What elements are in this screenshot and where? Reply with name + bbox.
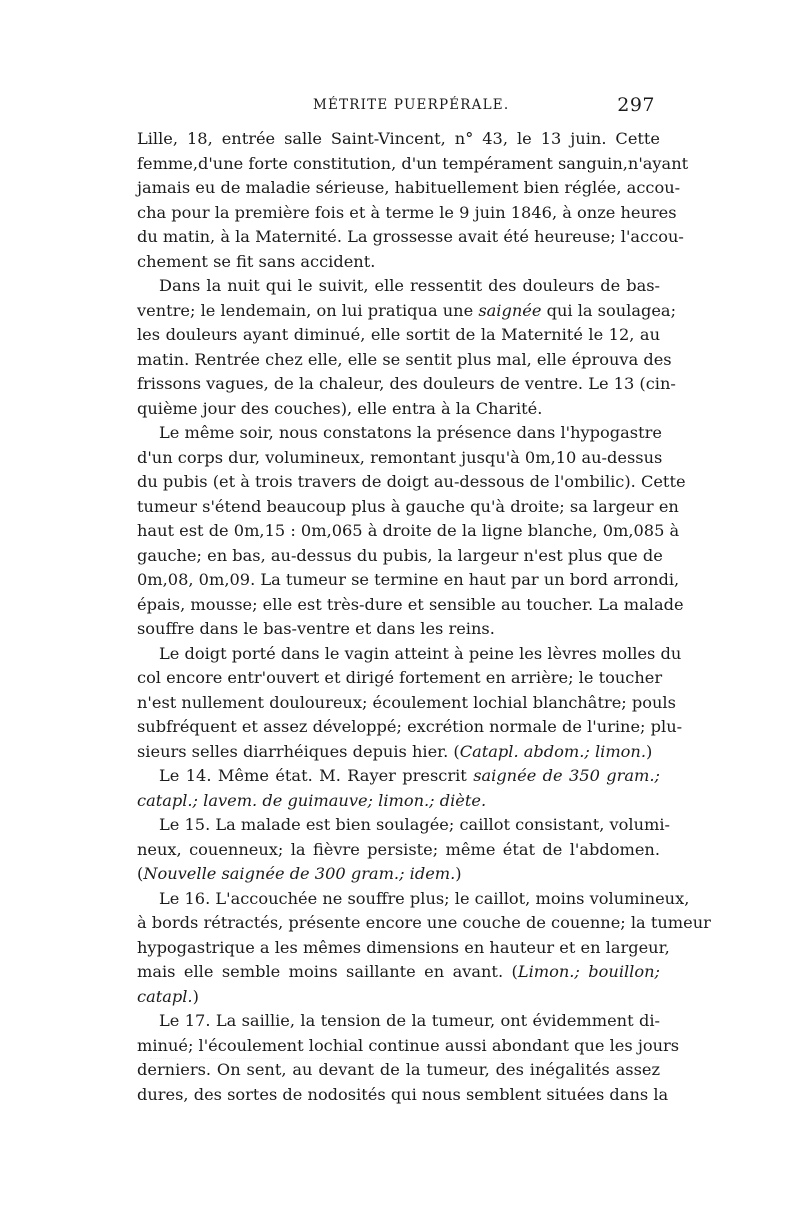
text-line: Le même soir, nous constatons la présence dans l'hypogastre [159,423,662,442]
italic-span: Nouvelle saignée de 300 gram.; idem. [143,864,456,883]
running-title: MÉTRITE PUERPÉRALE. [313,97,510,113]
text-span: ) [455,864,462,883]
text-span: mais elle semble moins saillante en avant. ( [137,962,518,981]
text-span: ventre; le lendemain, on lui pratiqua une [137,300,474,320]
text-line: hypogastrique a les mêmes dimensions en hauteur et en largeur, [137,937,670,957]
text-line: col encore entr'ouvert et dirigé fortement en arrière; le toucher [137,668,663,687]
text-line: épais, mousse; elle est très-dure et sensible au toucher. La malade [137,594,684,614]
text-line: tumeur s'étend beaucoup plus à gauche qu'à droite; sa largeur en [137,496,679,516]
text-line [137,299,677,324]
text-line: du matin, à la Maternité. La grossesse avait été heureuse; l'accou- [137,227,684,246]
text-line: Le doigt porté dans le vagin atteint à peine les lèvres molles du [159,643,682,663]
text-line: matin. Rentrée chez elle, elle se sentit plus mal, elle éprouva des [137,349,672,369]
italic-span: Catapl. abdom.; limon. [459,741,646,761]
body-text [137,127,711,1107]
running-header [135,94,659,118]
text-line: Le 17. La saillie, la tension de la tumeur, ont évidemment di- [159,1011,660,1030]
text-span: ( [137,864,144,883]
text-span: ) [646,741,653,761]
text-line: d'un corps dur, volumineux, remontant jusqu'à 0m,10 au-dessus [137,447,663,467]
text-line [137,740,660,765]
text-line: subfréquent et assez développé; excrétion normale de l'urine; plu- [137,717,683,736]
page-number: 297 [617,94,655,116]
text-span: sieurs selles diarrhéiques depuis hier. ( [137,741,460,761]
italic-span: catapl. [137,986,193,1006]
italic-span: saignée [478,300,542,320]
text-line [137,764,660,789]
italic-span: saignée de 350 gram.; [473,766,660,785]
text-line: derniers. On sent, au devant de la tumeur, des inégalités assez [137,1060,660,1079]
text-line: femme,d'une forte constitution, d'un tempérament sanguin,n'ayant [137,153,689,173]
text-line: du pubis (et à trois travers de doigt au-dessous de l'ombilic). Cette [137,472,686,491]
text-line: Dans la nuit qui le suivit, elle ressentit des douleurs de bas- [159,276,660,295]
text-line: dures, des sortes de nodosités qui nous semblent situées dans la [137,1084,669,1104]
text-span: qui la soulagea; [546,300,677,320]
text-line: Le 16. L'accouchée ne souffre plus; le caillot, moins volumineux, [159,888,690,908]
text-line: Le 15. La malade est bien soulagée; caillot consistant, volumi- [159,815,671,834]
text-line: jamais eu de maladie sérieuse, habituellement bien réglée, accou- [137,178,681,197]
text-line: souffre dans le bas-ventre et dans les reins. [137,619,495,638]
text-line: à bords rétractés, présente encore une couche de couenne; la tumeur [137,913,711,932]
text-span: Le 14. Même état. M. Rayer prescrit [159,766,467,785]
text-span: ) [192,986,199,1006]
text-line: minué; l'écoulement lochial continue aussi abondant que les jours [137,1035,680,1055]
text-line: chement se fit sans accident. [137,251,376,271]
text-line [137,960,660,985]
text-line: frissons vagues, de la chaleur, des douleurs de ventre. Le 13 (cin- [137,374,676,393]
text-line [137,862,660,887]
text-line [137,985,660,1010]
text-line: n'est nullement douloureux; écoulement lochial blanchâtre; pouls [137,692,676,712]
bleed-through-artifact [150,1058,660,1073]
text-line: catapl.; lavem. de guimauve; limon.; diète. [137,790,487,810]
text-line: neux, couenneux; la fièvre persiste; même état de l'abdomen. [137,839,660,859]
text-line: les douleurs ayant diminué, elle sortit de la Maternité le 12, au [137,325,660,344]
text-line: gauche; en bas, au-dessus du pubis, la largeur n'est plus que de [137,545,663,565]
italic-span: Limon.; bouillon; [517,962,660,981]
text-line: cha pour la première fois et à terme le 9 juin 1846, à onze heures [137,202,677,222]
text-line: quième jour des couches), elle entra à la Charité. [137,398,543,418]
text-line: Lille, 18, entrée salle Saint-Vincent, n° 43, le 13 juin. Cette [137,129,660,148]
text-line: 0m,08, 0m,09. La tumeur se termine en haut par un bord arrondi, [137,570,680,589]
text-line: haut est de 0m,15 : 0m,065 à droite de la ligne blanche, 0m,085 à [137,521,680,540]
